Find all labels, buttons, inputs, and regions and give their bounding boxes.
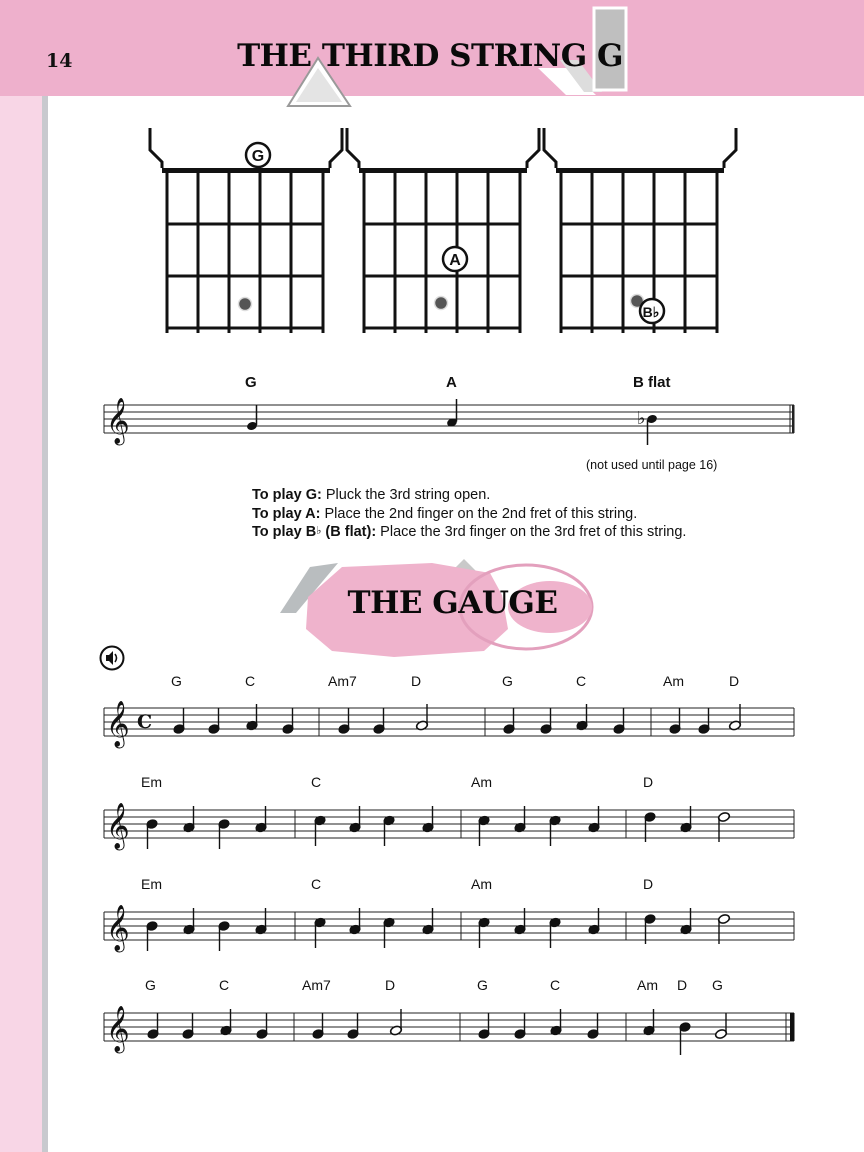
- chord-symbol: Am: [471, 774, 492, 790]
- instruction-text: Place the 3rd finger on the 3rd fret of this string.: [376, 524, 687, 540]
- instructions: [252, 486, 686, 543]
- song-staff-system-3: [100, 902, 800, 962]
- instruction-g: [252, 486, 686, 505]
- flat-sign-icon: ♭: [316, 525, 322, 537]
- finger-dot: [435, 297, 448, 310]
- speaker-icon[interactable]: [99, 645, 125, 671]
- note-circle-label: G: [251, 148, 265, 165]
- chord-symbol: C: [219, 977, 230, 993]
- left-margin-band: [0, 96, 42, 1152]
- song-staff-system-2: [100, 800, 800, 860]
- treble-clef-icon: 𝄞: [106, 1006, 130, 1052]
- chord-symbol: G: [502, 673, 513, 689]
- chord-symbol: D: [729, 673, 740, 689]
- instruction-label: To play G:: [252, 487, 322, 503]
- chord-symbol: C: [311, 774, 322, 790]
- fretboard-diagram-g: [148, 128, 344, 338]
- footnote: (not used until page 16): [586, 458, 718, 472]
- chord-symbol: G: [712, 977, 723, 993]
- chord-symbol: C: [576, 673, 587, 689]
- chord-symbol: Am: [471, 876, 492, 892]
- chord-symbol: G: [145, 977, 156, 993]
- fretboard-diagram-a: [345, 128, 541, 338]
- treble-clef-icon: 𝄞: [106, 701, 130, 747]
- note-circle-label: B♭: [642, 304, 660, 320]
- chord-symbol: Am7: [328, 673, 357, 689]
- chord-symbol: G: [171, 673, 182, 689]
- instruction-text: Pluck the 3rd string open.: [321, 487, 491, 503]
- chord-symbol: Am7: [302, 977, 331, 993]
- instruction-label: To play A:: [252, 505, 321, 522]
- instruction-a: [252, 505, 686, 524]
- instruction-text: Place the 2nd finger on the 2nd fret of this string.: [320, 505, 638, 522]
- chord-symbol: D: [643, 876, 654, 892]
- notes-staff: [100, 395, 800, 455]
- chord-symbol: C: [245, 673, 256, 689]
- chord-symbol: D: [411, 673, 422, 689]
- instruction-label: (B flat):: [321, 524, 377, 540]
- chord-symbol: D: [385, 977, 396, 993]
- instruction-label: To play B: [252, 524, 317, 540]
- chord-symbol: Am: [663, 673, 684, 689]
- final-barline: [790, 1013, 795, 1041]
- treble-clef-icon: 𝄞: [106, 905, 130, 951]
- left-margin-line: [42, 96, 48, 1152]
- page-title: THE THIRD STRING G: [237, 38, 623, 74]
- finger-dot: [239, 298, 252, 311]
- chord-symbol: Em: [141, 774, 162, 790]
- song-title: THE GAUGE: [347, 585, 558, 621]
- chord-symbol: C: [550, 977, 561, 993]
- chord-symbol: Am: [637, 977, 658, 993]
- page-number: 14: [46, 50, 73, 72]
- flat-sign-icon: ♭: [637, 408, 646, 429]
- instruction-b-flat: [252, 523, 686, 543]
- time-signature: C: [137, 711, 153, 733]
- chord-symbol: Em: [141, 876, 162, 892]
- chord-symbol: D: [677, 977, 688, 993]
- song-staff-system-1: [100, 698, 800, 758]
- song-staff-system-4: [100, 1003, 800, 1063]
- note-label-g: G: [245, 374, 257, 391]
- chord-symbol: G: [477, 977, 488, 993]
- chord-symbol: C: [311, 876, 322, 892]
- treble-clef-icon: 𝄞: [106, 398, 130, 444]
- note-label-a: A: [446, 374, 457, 391]
- note-circle-label: A: [449, 252, 461, 269]
- chord-symbol: D: [643, 774, 654, 790]
- treble-clef-icon: 𝄞: [106, 803, 130, 849]
- fretboard-diagram-b-flat: [542, 128, 738, 338]
- note-label-b-flat: B flat: [633, 374, 671, 391]
